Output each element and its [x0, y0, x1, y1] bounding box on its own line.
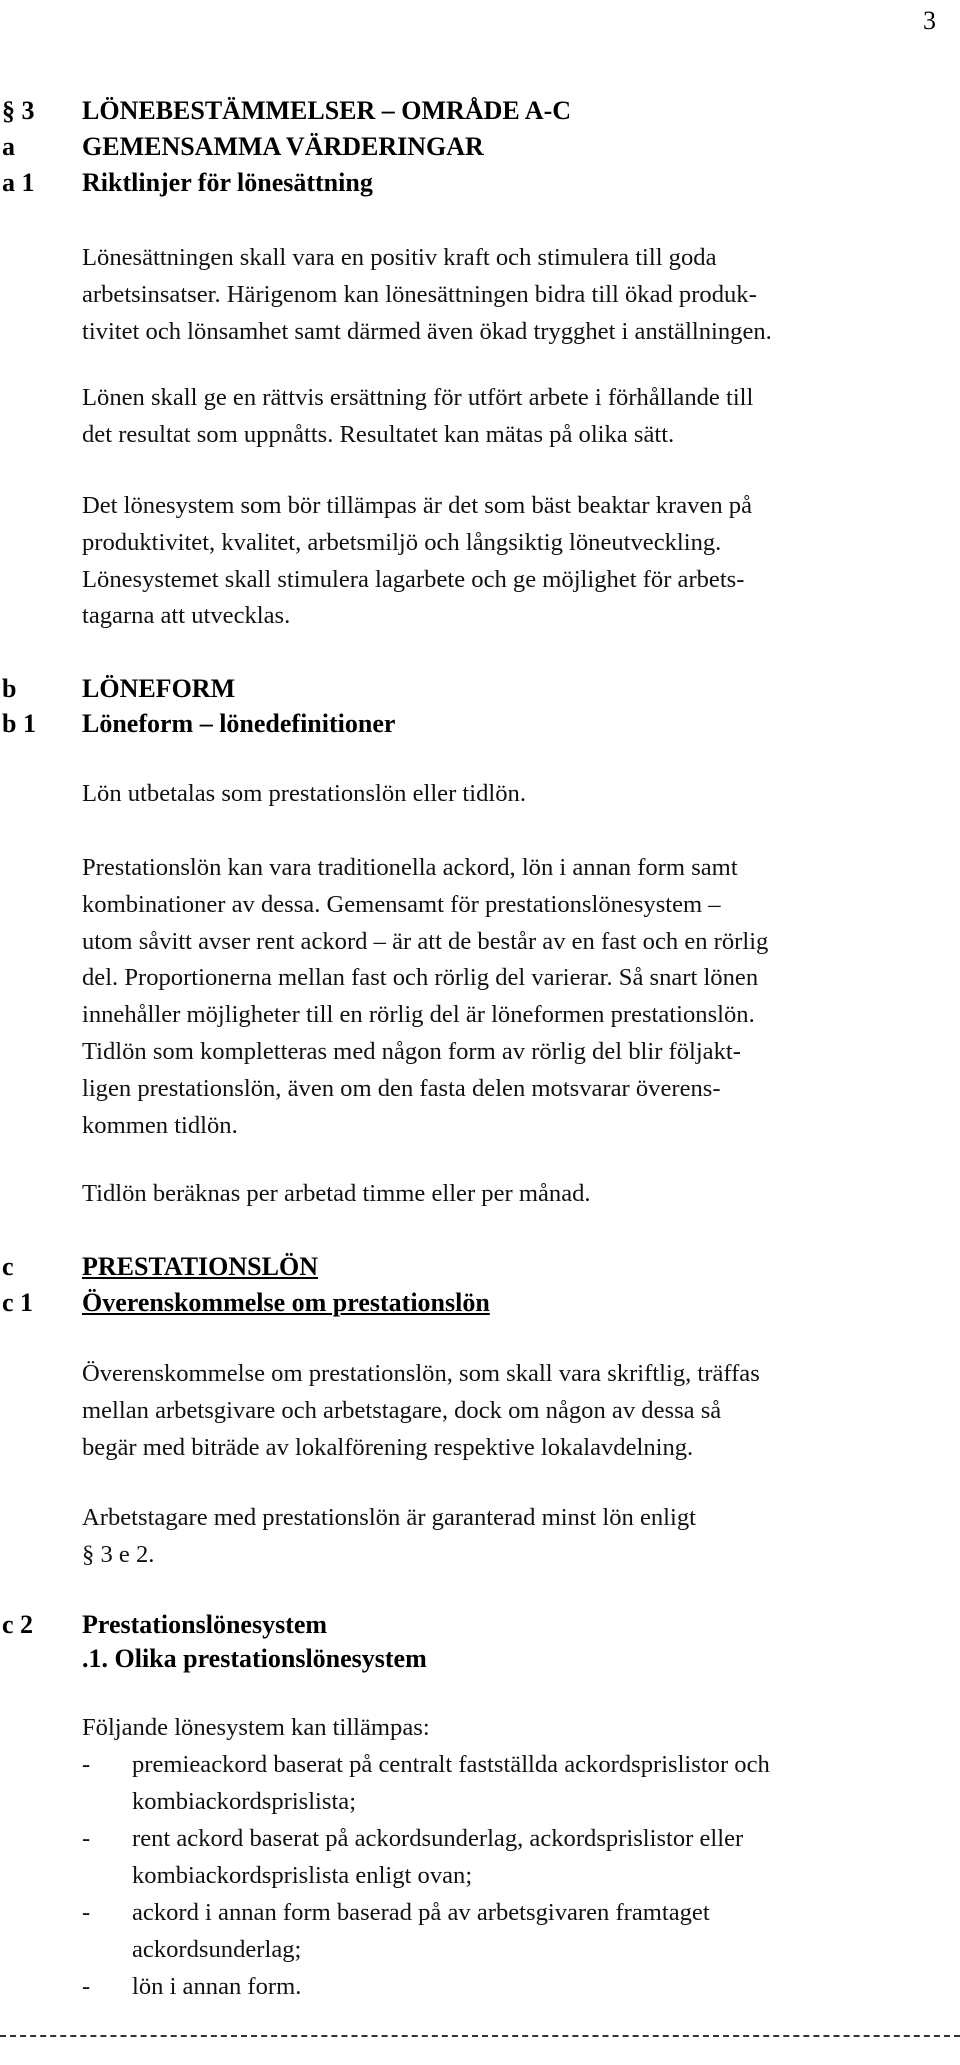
paragraph: Det lönesystem som bör tillämpas är det som bäst beaktar kraven på produktivitet, kvalitet, arbetsmiljö och långsiktig löneutveckling. Lönesystemet skall stimulera lagarbete och ge möjlighet för arbets- tagarna att utvecklas. [82, 492, 752, 630]
subsection-label: a [2, 132, 15, 161]
list-dash: - [82, 1825, 91, 1852]
list-dash: - [82, 1751, 91, 1778]
subsection-label: c [2, 1252, 14, 1281]
subsection-heading: GEMENSAMMA VÄRDERINGAR [82, 132, 484, 161]
clause-label: b 1 [2, 709, 36, 738]
section-label: § 3 [2, 96, 35, 125]
footer-divider [0, 2035, 960, 2037]
list-dash: - [82, 1973, 91, 2000]
clause-heading: Överenskommelse om prestationslön [82, 1288, 490, 1317]
paragraph: Prestationslön kan vara traditionella ackord, lön i annan form samt kombinationer av dessa. Gemensamt för prestationslönesystem – utom såvitt avser rent ackord – är att de består av en fast och en rörlig del. Proportionerna mellan fast och rörlig del varierar. Så snart lönen innehåller möjligheter till en rörlig del är löneformen prestationslön. Tidlön som kompletteras med någon form av rörlig del blir följakt- ligen prestationslön, även om den fasta delen motsvarar överens- kommen tidlön. [82, 854, 769, 1139]
clause-heading: Prestationslönesystem [82, 1610, 328, 1639]
sub-clause-heading: .1. Olika prestationslönesystem [82, 1644, 427, 1673]
clause-label: c 1 [2, 1288, 34, 1317]
clause-heading: Löneform – lönedefinitioner [82, 709, 396, 738]
clause-heading: Riktlinjer för lönesättning [82, 168, 373, 197]
paragraph: Överenskommelse om prestationslön, som skall vara skriftlig, träffas mellan arbetsgivare och arbetstagare, dock om någon av dessa så begär med biträde av lokalförening respektive lokalavdelning. [82, 1360, 760, 1461]
subsection-heading: PRESTATIONSLÖN [82, 1252, 318, 1281]
paragraph: Följande lönesystem kan tillämpas: [82, 1714, 430, 1741]
subsection-heading: LÖNEFORM [82, 674, 236, 703]
paragraph: Tidlön beräknas per arbetad timme eller per månad. [82, 1180, 591, 1207]
subsection-label: b [2, 674, 17, 703]
paragraph: Lönesättningen skall vara en positiv kraft och stimulera till goda arbetsinsatser. Härigenom kan lönesättningen bidra till ökad produk- tivitet och lönsamhet samt därmed även ökad trygghet i anställningen. [82, 244, 772, 345]
paragraph: Arbetstagare med prestationslön är garanterad minst lön enligt § 3 e 2. [82, 1504, 696, 1568]
paragraph: Lön utbetalas som prestationslön eller tidlön. [82, 780, 526, 807]
clause-label: c 2 [2, 1610, 34, 1639]
paragraph: Lönen skall ge en rättvis ersättning för utfört arbete i förhållande till det resultat som uppnåtts. Resultatet kan mätas på olika sätt. [82, 384, 754, 448]
section-heading: LÖNEBESTÄMMELSER – OMRÅDE A-C [82, 96, 571, 125]
page-number: 3 [923, 6, 936, 35]
clause-label: a 1 [2, 168, 35, 197]
list-dash: - [82, 1899, 91, 1926]
